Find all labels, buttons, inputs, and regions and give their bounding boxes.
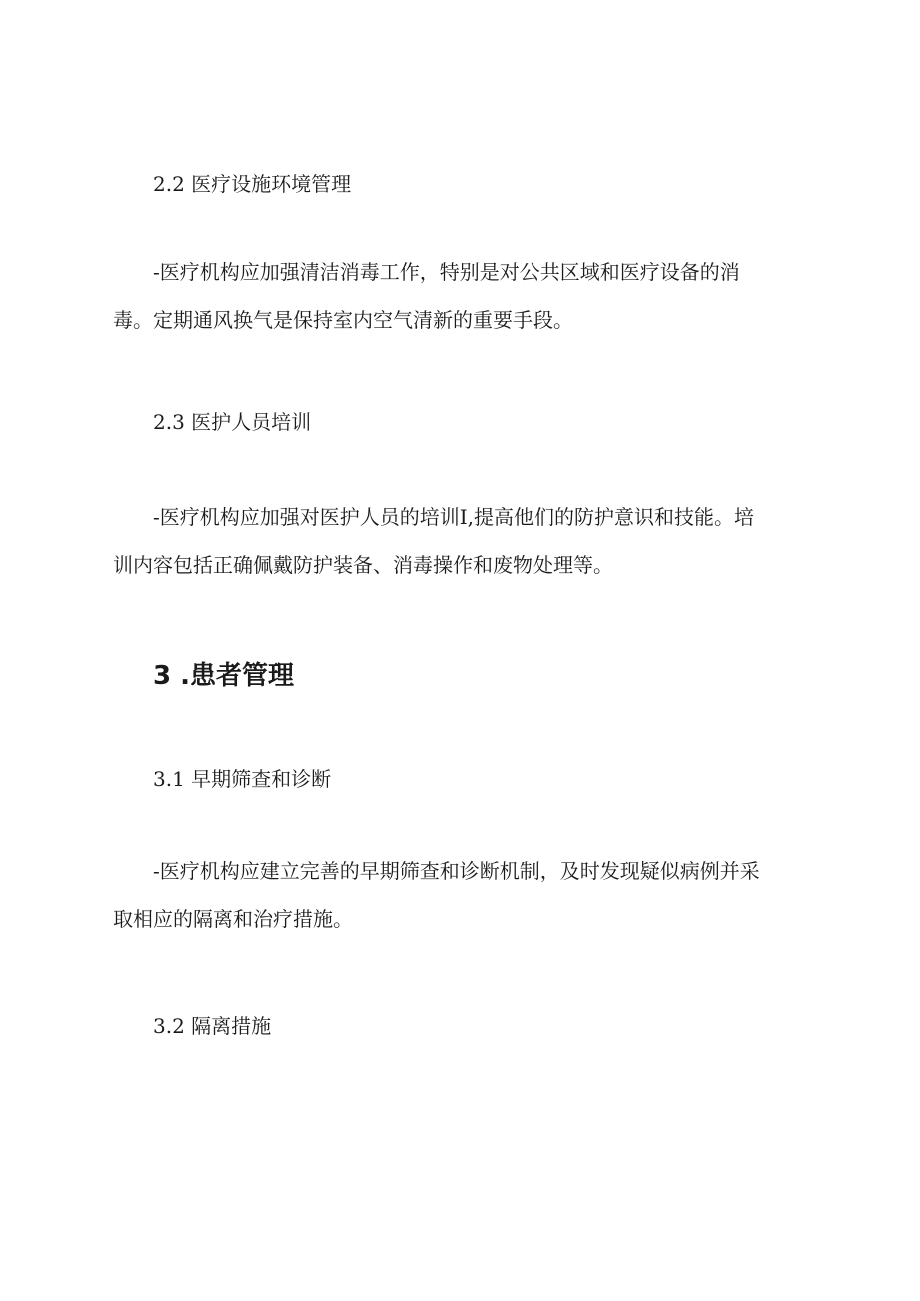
paragraph-line: 训内容包括正确佩戴防护装备、消毒操作和废物处理等。	[113, 553, 613, 577]
section-3-1-paragraph	[113, 847, 803, 943]
section-2-2-title: 2.2 医疗设施环境管理	[153, 172, 352, 196]
paragraph-line: -医疗机构应加强清洁消毒工作，特别是对公共区域和医疗设备的消	[153, 260, 740, 284]
section-3-heading: 3 .患者管理	[153, 661, 295, 691]
section-2-3-title: 2.3 医护人员培训	[153, 410, 312, 434]
section-2-3-paragraph	[113, 493, 803, 589]
paragraph-line: 毒。定期通风换气是保持室内空气清新的重要手段。	[113, 308, 573, 332]
paragraph-line: -医疗机构应建立完善的早期筛查和诊断机制，及时发现疑似病例并采	[153, 859, 760, 883]
section-2-2-paragraph	[113, 248, 803, 344]
section-3-1-title: 3.1 早期筛查和诊断	[153, 767, 332, 791]
paragraph-line: -医疗机构应加强对医护人员的培训I,提高他们的防护意识和技能。培	[153, 505, 755, 529]
paragraph-line: 取相应的隔离和治疗措施。	[113, 907, 353, 931]
section-3-2-title: 3.2 隔离措施	[153, 1014, 272, 1038]
